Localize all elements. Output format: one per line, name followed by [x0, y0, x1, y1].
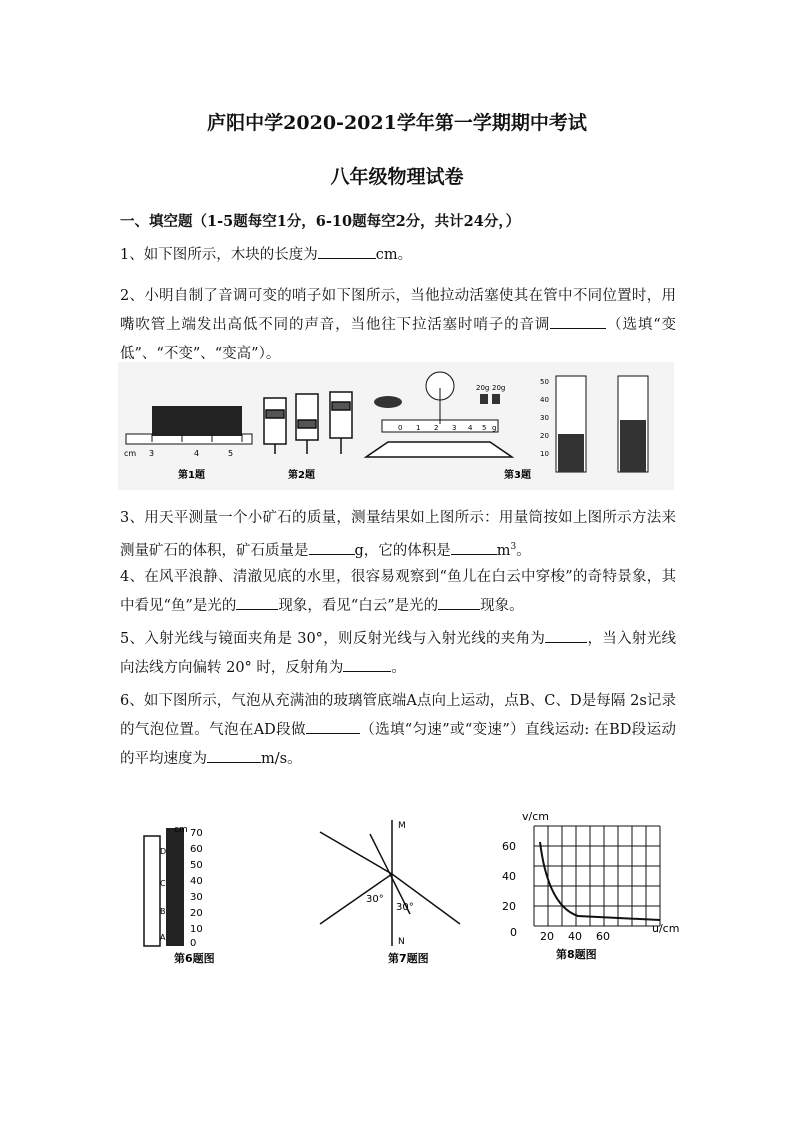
caption-q8: 第8题图 [556, 948, 597, 961]
weight-2: 20g [492, 384, 506, 392]
q2-blank[interactable] [550, 313, 606, 329]
figure-top [118, 362, 674, 490]
tube-unit: cm [174, 825, 188, 835]
section-heading: 一、填空题（1-5题每空1分，6-10题每空2分，共计24分，） [120, 213, 521, 230]
caption-q6: 第6题图 [174, 952, 215, 965]
ruler-tick-4: 4 [194, 449, 200, 458]
tube-30: 30 [190, 892, 203, 903]
q3-part1: 3、用天平测量一个小矿石的质量，测量结果如上图所示：用量筒按如上图所示方法来测量矿石的体积，矿石质量是 [120, 510, 676, 559]
question-2 [120, 282, 676, 369]
beam-tick-3: 3 [452, 424, 457, 432]
question-3 [120, 504, 676, 566]
q5-part1: 5、入射光线与镜面夹角是 30°，则反射光线与入射光线的夹角为 [120, 631, 546, 647]
beam-tick-1: 1 [416, 424, 421, 432]
caption-q3: 第3题 [504, 470, 531, 481]
tube-50: 50 [190, 860, 203, 871]
q4-blank-cloud[interactable] [438, 594, 480, 610]
xtick-40: 40 [568, 930, 582, 943]
q3-blank-volume[interactable] [451, 539, 497, 555]
q5-part2: ，当入射光线向法线方向偏转 20° 时，反射角为 [120, 631, 676, 676]
point-B: B [160, 907, 166, 916]
q2-tail: （选填“变低”、“不变”、“变高”）。 [120, 317, 676, 362]
angle-1: 30° [366, 894, 384, 905]
q2-text: 2、小明自制了音调可变的哨子如下图所示，当他拉动活塞使其在管中不同位置时，用嘴吹管上端发出高低不同的声音，当他往下拉活塞时哨子的音调 [120, 288, 676, 333]
question-1 [120, 241, 676, 270]
q6-part2: （选填“匀速”或“变速”）直线运动: 在BD段运动的平均速度为 [120, 722, 676, 767]
figure-bottom [130, 806, 696, 976]
tube-10: 10 [190, 924, 203, 935]
q6-part1: 6、如下图所示，气泡从充满油的玻璃管底端A点向上运动，点B、C、D是每隔 2s记录的气泡位置。气泡在AD段做 [120, 693, 676, 738]
graph-figure [502, 810, 679, 961]
q6-blank-speed[interactable] [207, 747, 261, 763]
q4-part3: 现象。 [480, 598, 524, 614]
beam-tick-0: 0 [398, 424, 403, 432]
q5-blank-angle[interactable] [545, 627, 587, 643]
beam-tick-2: 2 [434, 424, 439, 432]
cyl-mark-20: 20 [540, 432, 549, 440]
ytick-60: 60 [502, 840, 516, 853]
q1-text: 1、如下图所示，木块的长度为 [120, 247, 318, 263]
q3-part3: m [496, 542, 511, 559]
beam-unit: g [492, 424, 497, 432]
angle-2: 30° [396, 902, 414, 913]
tube-0: 0 [190, 938, 197, 949]
xtick-20: 20 [540, 930, 554, 943]
q5-blank-reflect[interactable] [343, 656, 391, 672]
tube-40: 40 [190, 876, 203, 887]
q3-blank-mass[interactable] [309, 539, 355, 555]
point-C: C [160, 879, 166, 888]
q4-part1: 4、在风平浪静、清澈见底的水里，很容易观察到“鱼儿在白云中穿梭”的奇特景象，其中看见“鱼”是光的 [120, 569, 676, 614]
graph-ylabel: v/cm [522, 810, 549, 823]
cyl-mark-30: 30 [540, 414, 549, 422]
label-M: M [398, 821, 406, 831]
tube-70: 70 [190, 828, 203, 839]
question-4 [120, 563, 676, 621]
graph-xlabel: u/cm [652, 922, 680, 935]
q3-part4: 。 [516, 542, 531, 559]
q6-blank-motion[interactable] [306, 718, 360, 734]
q1-tail: cm。 [375, 247, 413, 263]
ytick-20: 20 [502, 900, 516, 913]
xtick-60: 60 [596, 930, 610, 943]
cyl-mark-50: 50 [540, 378, 549, 386]
question-6 [120, 687, 676, 774]
ruler-unit: cm [124, 449, 137, 458]
caption-q7: 第7题图 [388, 952, 429, 965]
beam-tick-5: 5 [482, 424, 487, 432]
point-D: D [160, 847, 167, 856]
ytick-0: 0 [510, 926, 517, 939]
q3-sup: 3 [510, 542, 517, 552]
q1-blank[interactable] [318, 243, 376, 259]
point-A: A [160, 933, 166, 942]
label-N: N [398, 937, 405, 947]
ytick-40: 40 [502, 870, 516, 883]
tube-figure [144, 825, 215, 965]
tube-60: 60 [190, 844, 203, 855]
exam-title: 庐阳中学2020-2021学年第一学期期中考试 [207, 112, 587, 134]
q6-part3: m/s。 [261, 751, 302, 767]
caption-q1: 第1题 [178, 470, 205, 481]
exam-subtitle: 八年级物理试卷 [330, 166, 464, 188]
q3-part2: g，它的体积是 [354, 542, 451, 559]
q4-blank-fish[interactable] [236, 594, 278, 610]
ruler-tick-3: 3 [149, 449, 155, 458]
mirror-figure [320, 820, 460, 946]
tube-20: 20 [190, 908, 203, 919]
q5-part3: 。 [391, 660, 406, 676]
question-5 [120, 625, 676, 683]
cyl-mark-40: 40 [540, 396, 549, 404]
cyl-mark-10: 10 [540, 450, 549, 458]
weight-1: 20g [476, 384, 490, 392]
caption-q2: 第2题 [288, 470, 315, 481]
q4-part2: 现象，看见“白云”是光的 [278, 598, 439, 614]
beam-tick-4: 4 [468, 424, 473, 432]
ruler-tick-5: 5 [228, 449, 234, 458]
